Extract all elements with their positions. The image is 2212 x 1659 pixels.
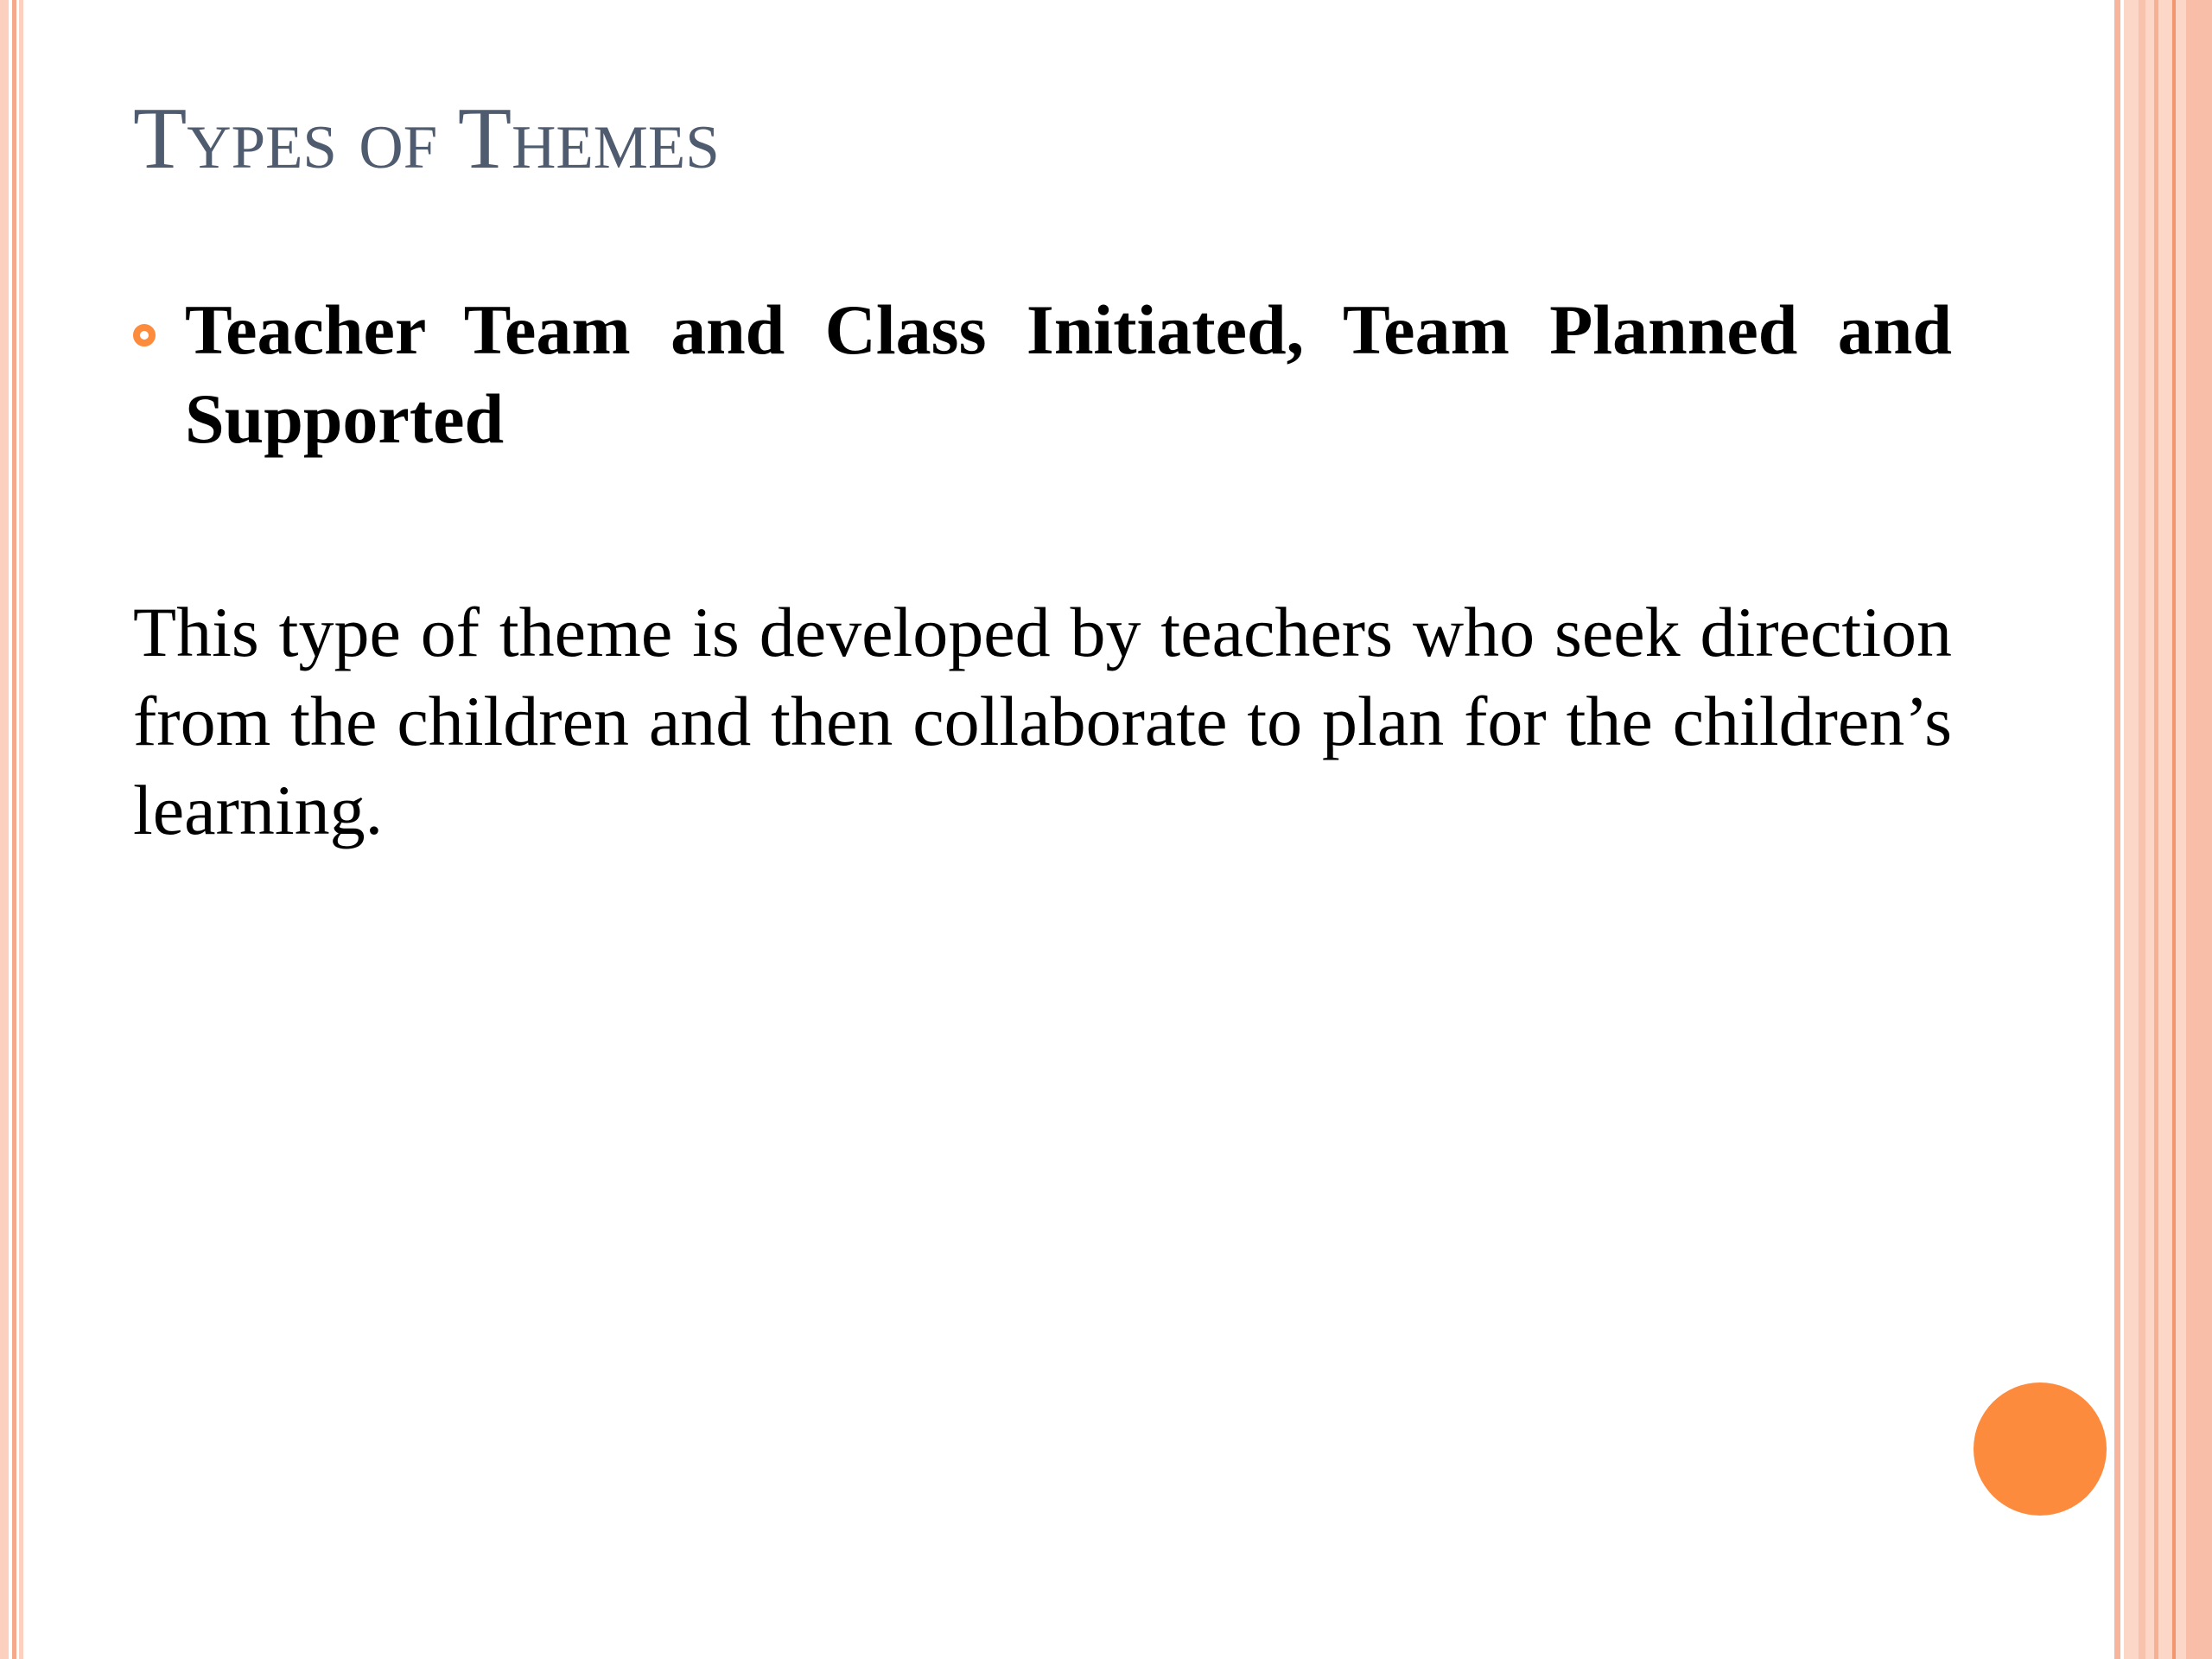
orange-circle-icon xyxy=(1974,1382,2107,1516)
hollow-circle-bullet-icon xyxy=(133,324,156,346)
body-paragraph: This type of theme is developed by teachers who seek direction from the children and then collaborate to plan for the children’s learning. xyxy=(133,593,1952,849)
bullet-item xyxy=(133,285,1952,463)
slide-title: Types of Themes xyxy=(133,90,720,188)
left-border-stripe xyxy=(12,0,16,1659)
right-border-stripe xyxy=(2139,0,2145,1659)
right-border-stripe xyxy=(2154,0,2158,1659)
right-border-stripe xyxy=(2114,0,2120,1659)
right-border-stripe xyxy=(2186,0,2212,1659)
right-border-stripe xyxy=(2172,0,2176,1659)
left-border-stripe xyxy=(19,0,23,1659)
bullet-text: Teacher Team and Class Initiated, Team Planned and Supported xyxy=(185,290,1952,458)
left-border-stripe xyxy=(0,0,9,1659)
